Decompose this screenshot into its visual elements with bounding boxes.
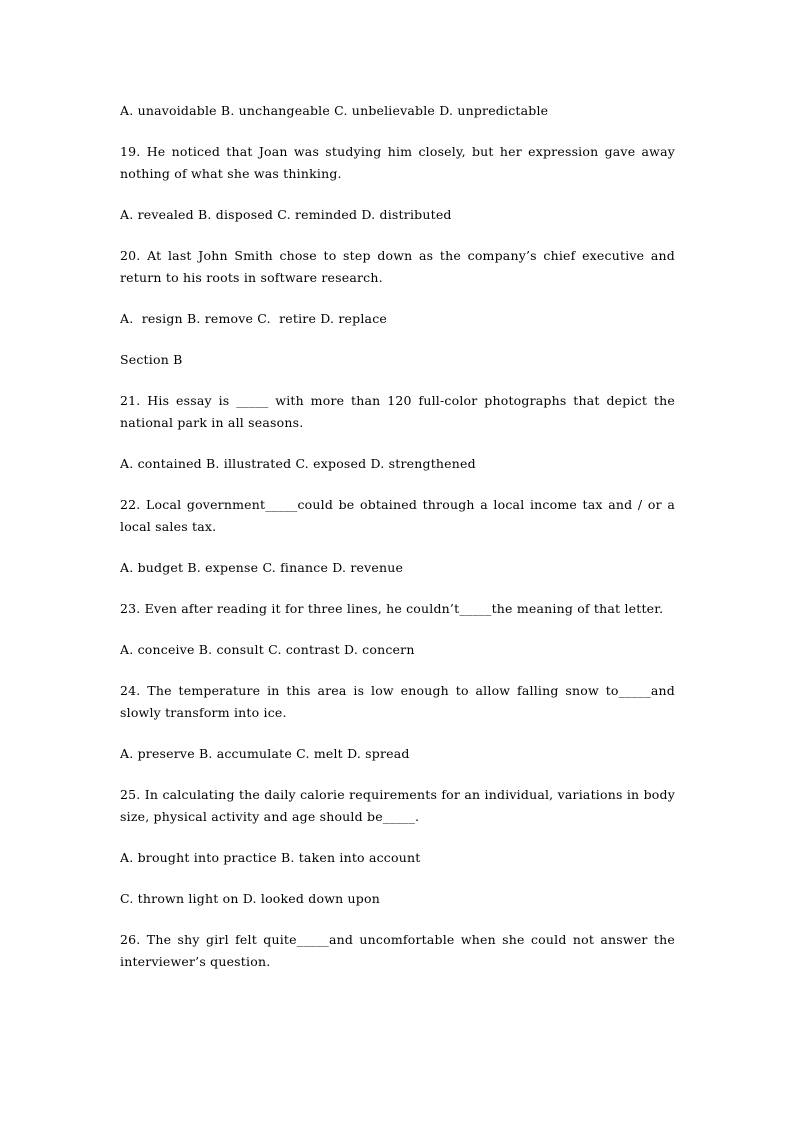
document-page xyxy=(120,100,680,992)
options-q22: A. budget B. expense C. finance D. revenue xyxy=(120,560,404,575)
options-q20: A. resign B. remove C. retire D. replace xyxy=(120,311,387,326)
options-q25-part1: A. brought into practice B. taken into account xyxy=(120,850,421,865)
question-22: 22. Local government_____could be obtained through a local income tax and / or a local sales tax. xyxy=(120,497,680,534)
question-24: 24. The temperature in this area is low enough to allow falling snow to_____and slowly transform into ice. xyxy=(120,683,680,720)
options-q25-part2: C. thrown light on D. looked down upon xyxy=(120,891,380,906)
question-23: 23. Even after reading it for three lines, he couldn’t_____the meaning of that letter. xyxy=(120,601,664,616)
question-20: 20. At last John Smith chose to step down as the company’s chief executive and return to his roots in software research. xyxy=(120,248,680,285)
options-q19: A. revealed B. disposed C. reminded D. distributed xyxy=(120,207,452,222)
options-q21: A. contained B. illustrated C. exposed D. strengthened xyxy=(120,456,476,471)
options-q24: A. preserve B. accumulate C. melt D. spread xyxy=(120,746,410,761)
question-19: 19. He noticed that Joan was studying him closely, but her expression gave away nothing of what she was thinking. xyxy=(120,144,680,181)
question-26: 26. The shy girl felt quite_____and uncomfortable when she could not answer the interviewer’s question. xyxy=(120,932,680,969)
options-q23: A. conceive B. consult C. contrast D. concern xyxy=(120,642,415,657)
question-21: 21. His essay is _____ with more than 120 full-color photographs that depict the national park in all seasons. xyxy=(120,393,680,430)
section-heading: Section B xyxy=(120,352,183,367)
options-q18: A. unavoidable B. unchangeable C. unbelievable D. unpredictable xyxy=(120,103,549,118)
question-25: 25. In calculating the daily calorie requirements for an individual, variations in body size, physical activity and age should be_____. xyxy=(120,787,680,824)
